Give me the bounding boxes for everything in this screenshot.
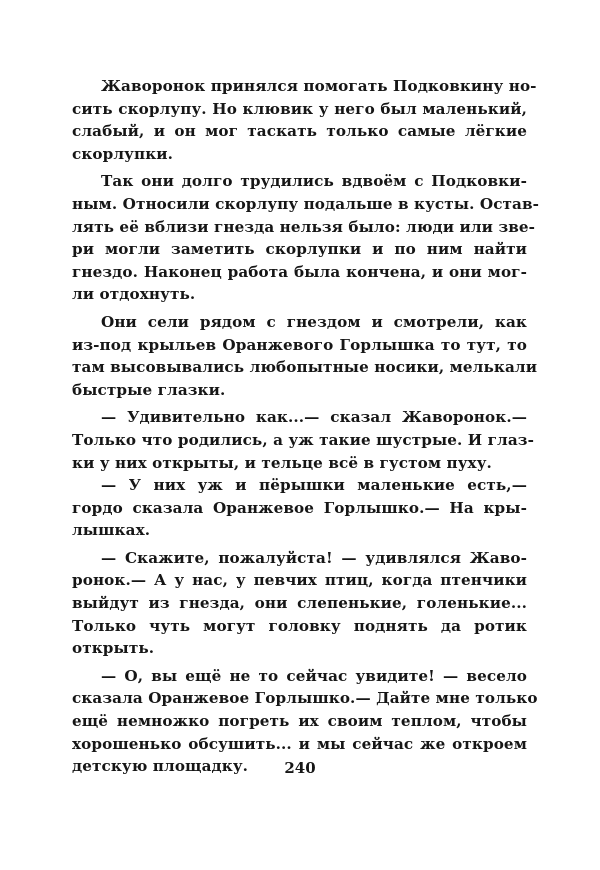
text-line: Только чуть могут головку поднять да ротик (72, 616, 527, 635)
text-line: — У них уж и пёрышки маленькие есть,— (101, 476, 527, 495)
text-line: Только что родились, а уж такие шустрые. И глаз- (72, 430, 534, 449)
text-line: сить скорлупу. Но клювик у него был маленький, (72, 99, 527, 118)
text-line: открыть. (72, 639, 155, 658)
text-line: — О, вы ещё не то сейчас увидите! — весело (101, 666, 527, 685)
text-line: ли отдохнуть. (72, 285, 196, 304)
paragraph (72, 406, 534, 474)
text-line: лышках. (72, 521, 151, 540)
text-line: ри могли заметить скорлупки и по ним найти (72, 240, 527, 259)
text-line: быстрые глазки. (72, 380, 226, 399)
paragraph (72, 75, 537, 165)
text-line: ронок.— А у нас, у певчих птиц, когда птенчики (72, 571, 527, 590)
paragraph (72, 311, 538, 401)
book-page-text (72, 75, 540, 778)
text-line: ещё немножко погреть их своим теплом, чтобы (72, 712, 527, 731)
text-line: хорошенько обсушить... и мы сейчас же откроем (72, 734, 527, 753)
text-line: — Скажите, пожалуйста! — удивлялся Жаво- (101, 548, 527, 567)
text-line: сказала Оранжевое Горлышко.— Дайте мне только (72, 689, 538, 708)
text-line: выйдут из гнезда, они слепенькие, голенькие... (72, 594, 527, 613)
text-line: ным. Относили скорлупу подальше в кусты. Остав- (72, 194, 540, 213)
text-line: там высовывались любопытные носики, мелькали (72, 358, 538, 377)
text-line: — Удивительно как...— сказал Жаворонок.— (101, 408, 527, 427)
text-line: Так они долго трудились вдвоём с Подковки- (101, 172, 527, 191)
text-line: детскую площадку. (72, 757, 249, 776)
text-line: из-под крыльев Оранжевого Горлышка то тут, то (72, 335, 527, 354)
text-line: Они сели рядом с гнездом и смотрели, как (101, 312, 527, 331)
text-line: слабый, и он мог таскать только самые лёгкие (72, 122, 527, 141)
paragraph (72, 547, 527, 660)
text-line: скорлупки. (72, 144, 174, 163)
text-line: ки у них открыты, и тельце всё в густом пуху. (72, 453, 492, 472)
paragraph (72, 170, 540, 306)
text-line: Жаворонок принялся помогать Подковкину но- (101, 77, 537, 95)
text-line: гнездо. Наконец работа была кончена, и они мог- (72, 262, 527, 281)
text-line: лять её вблизи гнезда нельзя было: люди или зве- (72, 217, 536, 236)
paragraph (72, 474, 527, 542)
page-number: 240 (284, 759, 316, 777)
text-line: гордо сказала Оранжевое Горлышко.— На кры- (72, 498, 527, 517)
